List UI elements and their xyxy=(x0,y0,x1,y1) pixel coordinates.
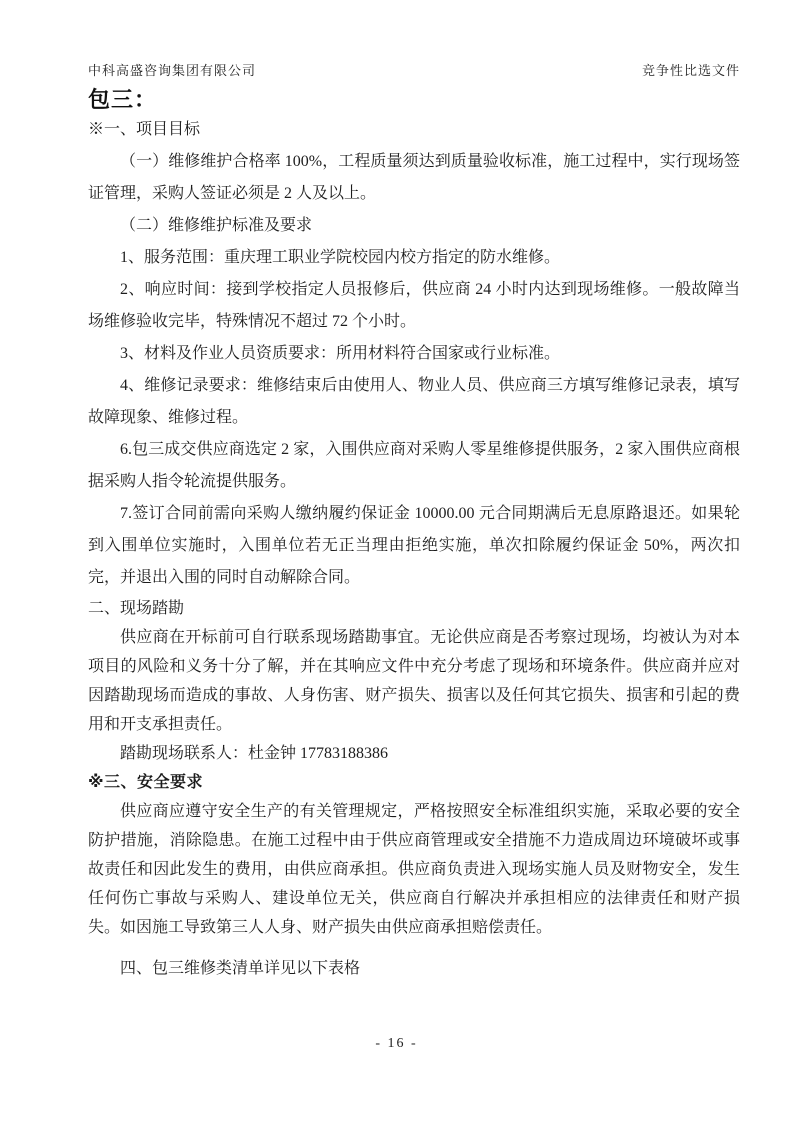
paragraph: 四、包三维修类清单详见以下表格 xyxy=(120,960,361,977)
paragraph: （二）维修维护标准及要求 xyxy=(120,217,313,234)
section-site-survey xyxy=(88,594,740,768)
paragraph: 供应商应遵守安全生产的有关管理规定，严格按照安全标准组织实施，采取必要的安全防护措施，消除隐患。在施工过程中由于供应商管理或安全措施不力造成周边环境破坏或事故责任和因此发生的费用，由供应商承担。供应商负责进入现场实施人员及财物安全，发生任何伤亡事故与采购人、建设单位无关，供应商自行解决并承担相应的法律责任和财产损失。如因施工导致第三人人身、财产损失由供应商承担赔偿责任。 xyxy=(88,803,740,936)
section-safety-requirements xyxy=(88,768,740,942)
page-footer xyxy=(0,1036,793,1052)
section-2-heading: 二、现场踏勘 xyxy=(88,600,185,617)
section-repair-list-note xyxy=(88,954,740,983)
page-header xyxy=(88,60,740,79)
page-number: - 16 - xyxy=(375,1036,418,1051)
paragraph: 7.签订合同前需向采购人缴纳履约保证金 10000.00 元合同期满后无息原路退还。如果轮到入围单位实施时，入围单位若无正当理由拒绝实施，单次扣除履约保证金 50%，两次扣完，并退出入围的同时自动解除合同。 xyxy=(88,505,740,586)
paragraph: （一）维修维护合格率 100%，工程质量须达到质量验收标准，施工过程中，实行现场签证管理，采购人签证必须是 2 人及以上。 xyxy=(88,153,740,202)
paragraph: 3、材料及作业人员资质要求：所用材料符合国家或行业标准。 xyxy=(120,345,561,362)
paragraph: 2、响应时间：接到学校指定人员报修后，供应商 24 小时内达到现场维修。一般故障当场维修验收完毕，特殊情况不超过 72 个小时。 xyxy=(88,281,740,330)
section-1-heading: ※一、项目目标 xyxy=(88,121,201,138)
paragraph: 6.包三成交供应商选定 2 家，入围供应商对采购人零星维修提供服务，2 家入围供应商根据采购人指令轮流提供服务。 xyxy=(88,441,740,490)
package-title: 包三： xyxy=(88,87,158,112)
site-survey-contact: 踏勘现场联系人：杜金钟 17783188386 xyxy=(120,745,389,762)
paragraph: 4、维修记录要求：维修结束后由使用人、物业人员、供应商三方填写维修记录表，填写故障现象、维修过程。 xyxy=(88,377,740,426)
section-project-goals xyxy=(88,114,740,594)
section-3-heading: ※三、安全要求 xyxy=(88,774,204,791)
paragraph: 供应商在开标前可自行联系现场踏勘事宜。无论供应商是否考察过现场，均被认为对本项目的风险和义务十分了解，并在其响应文件中充分考虑了现场和环境条件。供应商并应对因踏勘现场而造成的事故、人身伤害、财产损失、损害以及任何其它损失、损害和引起的费用和开支承担责任。 xyxy=(88,629,740,733)
paragraph: 1、服务范围：重庆理工职业学院校园内校方指定的防水维修。 xyxy=(120,249,561,266)
header-document-type: 竞争性比选文件 xyxy=(641,63,740,78)
header-company-name: 中科高盛咨询集团有限公司 xyxy=(88,63,257,78)
